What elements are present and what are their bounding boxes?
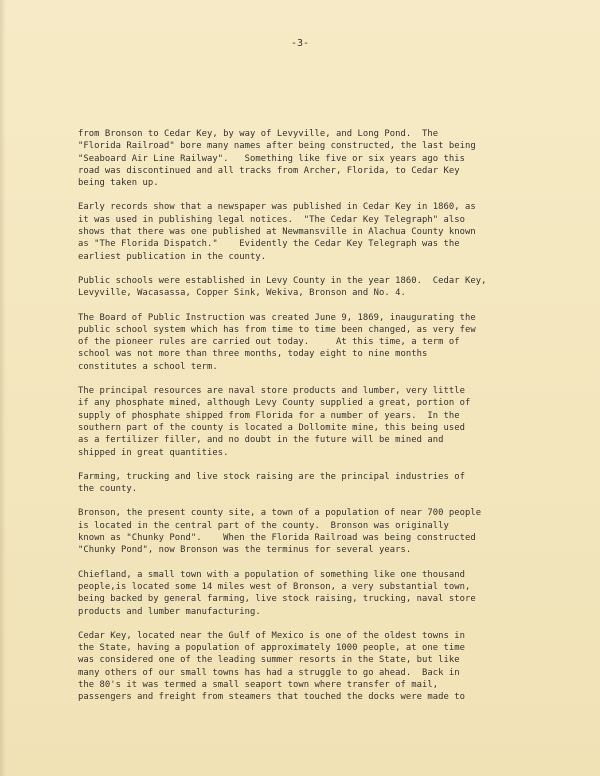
- text-line: as a fertilizer filler, and no doubt in the future will be mined and: [78, 435, 444, 446]
- text-line: as "The Florida Dispatch." Evidently the Cedar Key Telegraph was the: [78, 239, 460, 250]
- text-line: supply of phosphate shipped from Florida for a number of years. In the: [78, 410, 460, 421]
- text-line: Farming, trucking and live stock raising are the principal industries of: [78, 471, 465, 482]
- paragraph: [78, 128, 538, 189]
- text-line: "Florida Railroad" bore many names after being constructed, the last being: [78, 141, 476, 152]
- paragraph: [78, 312, 538, 373]
- text-line: of the pioneer rules are carried out today. At this time, a term of: [78, 337, 460, 348]
- text-line: was considered one of the leading summer resorts in the State, but like: [78, 655, 460, 666]
- text-line: is located in the central part of the county. Bronson was originally: [78, 520, 449, 531]
- page-number: -3-: [290, 38, 310, 49]
- text-line: the county.: [78, 484, 138, 495]
- text-line: road was discontinued and all tracks from Archer, Florida, to Cedar Key: [78, 165, 460, 176]
- text-line: constitutes a school term.: [78, 361, 218, 372]
- text-line: Cedar Key, located near the Gulf of Mexico is one of the oldest towns in: [78, 630, 465, 641]
- paragraph: [78, 630, 538, 704]
- text-line: earliest publication in the county.: [78, 251, 267, 262]
- text-line: passengers and freight from steamers that touched the docks were made to: [78, 692, 465, 703]
- text-line: products and lumber manufacturing.: [78, 606, 261, 617]
- paragraph: [78, 569, 538, 618]
- text-line: Public schools were established in Levy County in the year 1860. Cedar Key,: [78, 275, 487, 286]
- text-line: Bronson, the present county site, a town of a population of near 700 people: [78, 508, 482, 519]
- text-line: The principal resources are naval store products and lumber, very little: [78, 386, 465, 397]
- text-line: from Bronson to Cedar Key, by way of Levyville, and Long Pond. The: [78, 129, 439, 139]
- text-line: "Chunky Pond", now Bronson was the terminus for several years.: [78, 545, 412, 556]
- text-line: public school system which has from time to time been changed, as very few: [78, 324, 476, 335]
- text-line: shipped in great quantities.: [78, 447, 229, 458]
- text-line: southern part of the county is located a Dollomite mine, this being used: [78, 422, 465, 433]
- text-line: people,is located some 14 miles west of Bronson, a very substantial town,: [78, 581, 471, 592]
- text-line: it was used in publishing legal notices. "The Cedar Key Telegraph" also: [78, 214, 465, 225]
- text-line: being backed by general farming, live stock raising, trucking, naval store: [78, 594, 476, 605]
- paragraph: [78, 275, 538, 300]
- text-line: being taken up.: [78, 178, 159, 189]
- text-line: shows that there was one published at Newmansville in Alachua County known: [78, 227, 476, 238]
- text-line: many others of our small towns has had a struggle to go ahead. Back in: [78, 667, 460, 678]
- document-body: [78, 128, 538, 716]
- paragraph: [78, 507, 538, 556]
- paragraph: [78, 201, 538, 262]
- paragraph: [78, 385, 538, 459]
- text-line: school was not more than three months, today eight to nine months: [78, 349, 428, 360]
- text-line: "Seaboard Air Line Railway". Something like five or six years ago this: [78, 153, 465, 164]
- text-line: Levyville, Wacasassa, Copper Sink, Wekiva, Bronson and No. 4.: [78, 288, 406, 299]
- text-line: the State, having a population of approximately 1000 people, at one time: [78, 643, 465, 654]
- text-line: The Board of Public Instruction was created June 9, 1869, inaugurating the: [78, 312, 476, 323]
- page-edge-shadow: [0, 0, 6, 776]
- text-line: Chiefland, a small town with a population of something like one thousand: [78, 569, 465, 580]
- text-line: known as "Chunky Pond". When the Florida Railroad was being constructed: [78, 533, 476, 544]
- text-line: Early records show that a newspaper was published in Cedar Key in 1860, as: [78, 202, 476, 213]
- text-line: the 80's it was termed a small seaport town where transfer of mail,: [78, 679, 439, 690]
- paragraph: [78, 471, 538, 496]
- text-line: if any phosphate mined, although Levy County supplied a great, portion of: [78, 398, 471, 409]
